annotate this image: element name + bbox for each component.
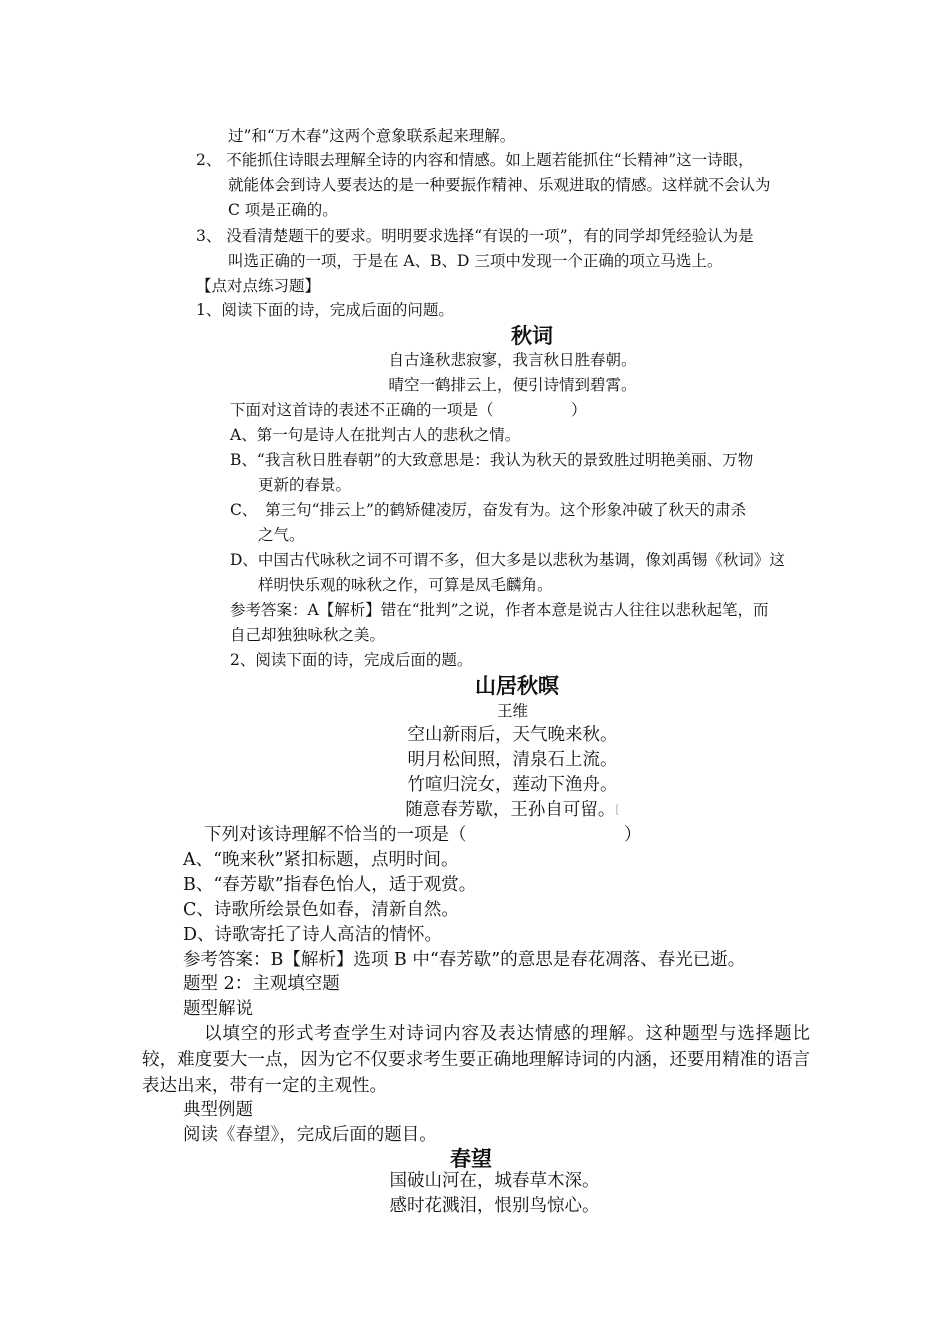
poem-2-line-4	[0, 799, 950, 821]
question-1-option-d-line-1: D、中国古代咏秋之词不可谓不多，但大多是以悲秋为基调，像刘禹锡《秋词》这	[230, 551, 785, 569]
question-1-option-c-line-1: C、 第三句“排云上”的鹤矫健凌厉，奋发有为。这个形象冲破了秋天的肃杀	[230, 501, 746, 519]
question-1-option-d-line-2: 样明快乐观的咏秋之作，可算是凤毛麟角。	[258, 576, 553, 594]
question-1-option-b-line-1: B、“我言秋日胜春朝”的大致意思是：我认为秋天的景致胜过明艳美丽、万物	[230, 451, 754, 469]
poem-1-line-1: 自古逢秋悲寂寥，我言秋日胜春朝。	[388, 351, 637, 369]
question-1-answer-line-2: 自己却独独咏秋之美。	[230, 626, 386, 644]
type-2-explain-heading: 题型解说	[183, 999, 253, 1019]
poem-3-line-1: 国破山河在，城春草木深。	[389, 1171, 600, 1191]
question-2-stem: 下列对该诗理解不恰当的一项是（ ）	[204, 825, 642, 845]
analysis-item-3-line-2: 叫选正确的一项，于是在 A、B、D 三项中发现一个正确的项立马选上。	[228, 252, 723, 270]
type-2-explain-paragraph: 以填空的形式考查学生对诗词内容及表达情感的理解。这种题型与选择题比较，难度要大一点，因为它不仅要求考生要正确地理解诗词的内涵，还要用精准的语言表达出来，带有一定的主观性。	[142, 1024, 810, 1096]
analysis-line-1: 过”和“万木春”这两个意象联系起来理解。	[228, 127, 516, 145]
poem-2-author: 王维	[496, 702, 528, 720]
poem-2-line-1: 空山新雨后，天气晚来秋。	[407, 725, 618, 745]
analysis-item-2-line-3: C 项是正确的。	[228, 201, 338, 219]
poem-2-line-3: 竹喧归浣女，莲动下渔舟。	[407, 775, 618, 795]
example-intro: 阅读《春望》，完成后面的题目。	[183, 1125, 437, 1145]
poem-1-title: 秋词	[511, 324, 553, 348]
example-heading: 典型例题	[183, 1100, 253, 1120]
question-2-option-d: D、诗歌寄托了诗人高洁的情怀。	[183, 925, 443, 945]
question-1-option-b-line-2: 更新的春景。	[258, 476, 352, 494]
analysis-item-2-line-1: 2、 不能抓住诗眼去理解全诗的内容和情感。如上题若能抓住“长精神”这一诗眼，	[196, 151, 754, 169]
analysis-item-2-line-2: 就能体会到诗人要表达的是一种要振作精神、乐观进取的情感。这样就不会认为	[228, 176, 771, 194]
question-2-answer: 参考答案：B【解析】选项 B 中“春芳歇”的意思是春花凋落、春光已逝。	[183, 950, 746, 970]
question-1-stem: 下面对这首诗的表述不正确的一项是（ ）	[230, 401, 587, 419]
question-2-option-a: A、“晚来秋”紧扣标题，点明时间。	[183, 850, 459, 870]
question-2-intro: 2、阅读下面的诗，完成后面的题。	[230, 651, 473, 669]
type-2-heading: 题型 2：主观填空题	[183, 974, 340, 994]
question-1-intro: 1、阅读下面的诗，完成后面的问题。	[196, 301, 454, 319]
question-2-option-b: B、“春芳歇”指春色怡人，适于观赏。	[183, 875, 477, 895]
poem-2-line-4-text: 随意春芳歇，王孙自可留。	[405, 800, 616, 820]
question-1-option-a: A、第一句是诗人在批判古人的悲秋之情。	[230, 426, 521, 444]
question-2-option-c: C、诗歌所绘景色如春，清新自然。	[183, 900, 459, 920]
analysis-item-3-line-1: 3、 没看清楚题干的要求。明明要求选择“有误的一项”，有的同学却凭经验认为是	[196, 227, 754, 245]
poem-3-line-2: 感时花溅泪，恨别鸟惊心。	[389, 1196, 600, 1216]
poem-3-title: 春望	[450, 1147, 492, 1171]
question-1-answer-line-1: 参考答案：A【解析】错在“批判”之说，作者本意是说古人往往以悲秋起笔，而	[230, 601, 769, 619]
poem-2-title: 山居秋暝	[475, 674, 559, 698]
format-marker-icon: [	[615, 803, 620, 816]
poem-2-line-2: 明月松间照，清泉石上流。	[407, 750, 618, 770]
practice-heading: 【点对点练习题】	[196, 277, 321, 295]
question-1-option-c-line-2: 之气。	[258, 526, 305, 544]
poem-1-line-2: 晴空一鹤排云上，便引诗情到碧霄。	[388, 376, 637, 394]
